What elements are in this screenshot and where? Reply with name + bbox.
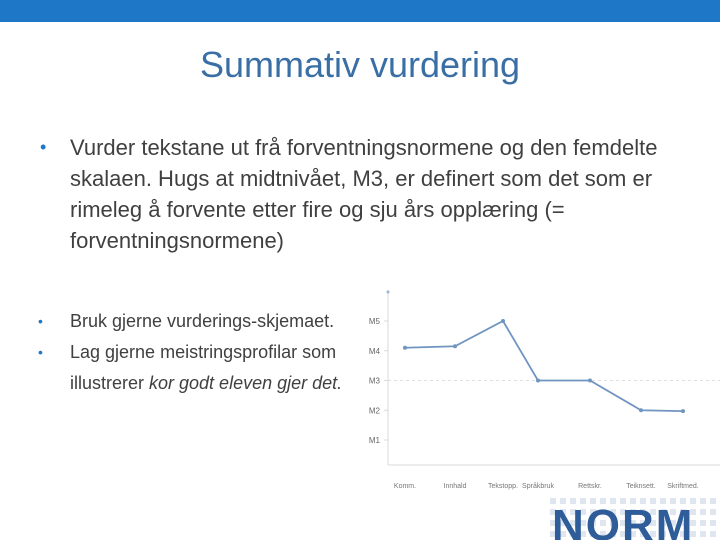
- logo-text: NORM: [552, 501, 695, 540]
- data-point: [681, 409, 685, 413]
- y-tick-label: M5: [368, 317, 380, 326]
- slide-title: Summativ vurdering: [199, 44, 521, 85]
- main-bullet: [40, 132, 680, 256]
- logo-grid-cell: [710, 531, 716, 537]
- y-tick-label: M2: [368, 406, 380, 416]
- logo-grid-cell: [700, 531, 706, 537]
- x-tick-label: Skriftmed.: [667, 483, 699, 490]
- y-tick-label: M3: [368, 376, 380, 386]
- logo-grid-cell: [710, 509, 716, 515]
- sub-bullet-text-part: kor godt eleven gjer det.: [149, 373, 343, 393]
- x-tick-label: Tekstopp.: [488, 483, 518, 490]
- logo-grid-cell: [710, 520, 716, 526]
- sub-bullet-item: [38, 337, 358, 399]
- sub-bullet-item: [38, 306, 358, 337]
- x-tick-label: Innhald: [443, 483, 467, 490]
- logo-grid-cell: [700, 520, 706, 526]
- x-tick-label: Teiknsett.: [626, 483, 656, 490]
- mastery-profile-chart: [355, 285, 720, 495]
- sub-bullet-text-part: Bruk gjerne vurderings-skjemaet.: [70, 311, 335, 331]
- data-point: [588, 379, 592, 383]
- x-tick-label: Rettskr.: [578, 483, 602, 490]
- data-point: [639, 408, 643, 412]
- sub-bullet-text: [70, 306, 358, 337]
- main-bullet-text: Vurder tekstane ut frå forventningsnormene og den femdelte skalaen. Hugs at midtnivået, M3, er definert som det som er rimeleg å forvente etter fire og sju års opplæring (= forventningsnormene): [70, 135, 658, 253]
- top-accent-bar: [0, 0, 720, 22]
- logo-grid-cell: [700, 498, 706, 504]
- x-tick-label: Språkbruk: [522, 483, 554, 490]
- data-point: [403, 346, 407, 350]
- data-point: [501, 319, 505, 323]
- series-line: [405, 321, 683, 411]
- y-tick-label: M1: [368, 436, 380, 445]
- data-point: [536, 379, 540, 383]
- y-tick-label: M4: [368, 346, 380, 356]
- sub-bullet-text-part: Lag gjerne meistringsprofilar som illustrerer: [70, 342, 337, 393]
- chart-svg: [355, 285, 720, 495]
- logo-grid-cell: [700, 509, 706, 515]
- logo-grid-cell: [710, 498, 716, 504]
- data-point: [453, 344, 457, 348]
- sub-bullet-list: [38, 306, 358, 399]
- bullet-icon: •: [38, 313, 43, 329]
- norm-logo-graphic: [548, 496, 720, 540]
- y-axis-top-marker: [387, 291, 390, 294]
- x-tick-label: Komm.: [393, 483, 417, 490]
- bullet-icon: •: [40, 137, 47, 157]
- sub-bullet-text: [70, 337, 358, 399]
- bullet-icon: •: [38, 344, 43, 360]
- norm-logo: [548, 496, 720, 540]
